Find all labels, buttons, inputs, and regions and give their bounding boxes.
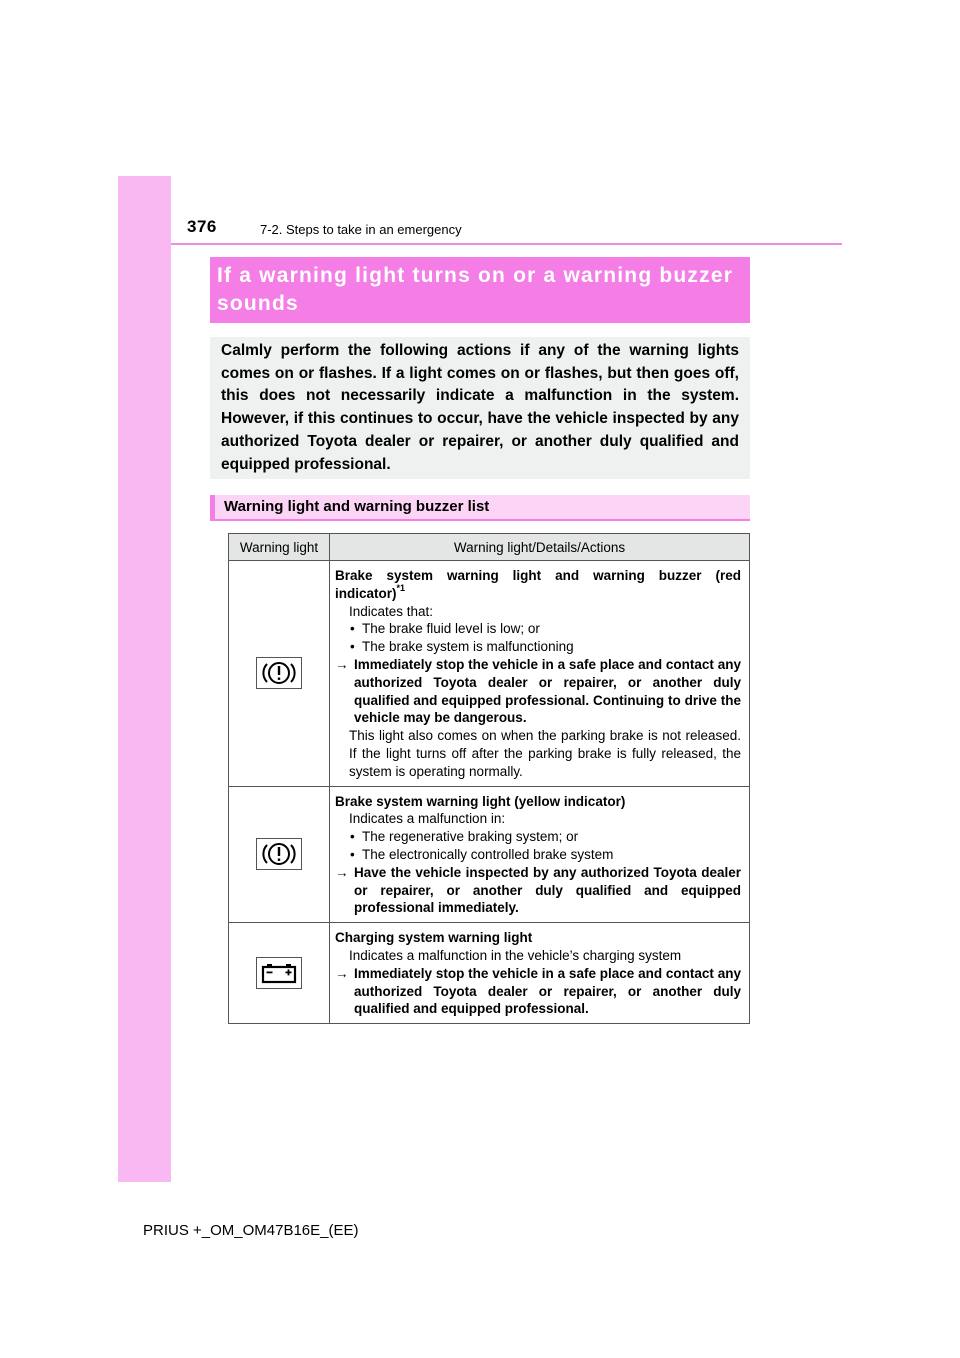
subheading	[210, 495, 750, 521]
arrow-icon: →	[335, 965, 349, 981]
section-title: 7-2. Steps to take in an emergency	[260, 222, 462, 237]
row-title: Charging system warning light	[335, 930, 533, 946]
icon-cell	[229, 923, 330, 1024]
row-action: → Have the vehicle inspected by any authorized Toyota dealer or repairer, or another duly qualified and equipped professional immediately.	[335, 864, 741, 916]
row-intro: Indicates a malfunction in:	[349, 811, 506, 827]
bullet-item: • The brake fluid level is low; or	[335, 620, 741, 638]
row-action: → Immediately stop the vehicle in a safe place and contact any authorized Toyota dealer or repairer, or another duly qualified and equipped professional. Continuing to drive the vehicle may be dangerous.	[335, 656, 741, 726]
col-header-warning-light: Warning light	[229, 534, 330, 561]
row-note: This light also comes on when the parking brake is not released. If the light turns off after the parking brake is fully released, the system is operating normally.	[349, 728, 741, 779]
description-cell	[330, 923, 750, 1024]
header-rule	[171, 243, 842, 245]
bullet-item: • The electronically controlled brake system	[335, 846, 741, 864]
intro-box	[210, 337, 750, 479]
bullet-item: • The regenerative braking system; or	[335, 828, 741, 846]
brake-warning-icon	[256, 657, 302, 689]
row-title: Brake system warning light (yellow indicator)	[335, 793, 626, 809]
warning-light-table	[228, 533, 750, 1024]
col-header-details: Warning light/Details/Actions	[330, 534, 750, 561]
row-title: Brake system warning light and warning buzzer (red indicator)$^{*1}$	[335, 568, 741, 601]
bullet-item: • The brake system is malfunctioning	[335, 638, 741, 656]
title-box	[210, 257, 750, 323]
battery-icon	[256, 957, 302, 989]
row-action: → Immediately stop the vehicle in a safe place and contact any authorized Toyota dealer or repairer, or another duly qualified and equipped professional.	[335, 965, 741, 1017]
description-cell	[330, 561, 750, 787]
table-row	[229, 923, 750, 1024]
icon-cell	[229, 561, 330, 787]
table-row	[229, 786, 750, 923]
intro-text: Calmly perform the following actions if any of the warning lights comes on or flashes. If a light comes on or flashes, but then goes off, this does not necessarily indicate a malfunction in the system. However, if this continues to occur, have the vehicle inspected by any authorized Toyota dealer or repairer, or another duly qualified and equipped professional.	[221, 342, 739, 473]
subheading-text: Warning light and warning buzzer list	[224, 498, 490, 515]
footer-code: PRIUS +_OM_OM47B16E_(EE)	[143, 1222, 359, 1239]
table-header-row	[229, 534, 750, 561]
arrow-icon: →	[335, 656, 349, 672]
page-number: 376	[187, 217, 217, 236]
side-tab	[118, 176, 171, 1182]
row-intro: Indicates that:	[349, 603, 434, 619]
row-intro: Indicates a malfunction in the vehicle’s charging system	[349, 947, 682, 963]
arrow-icon: →	[335, 864, 349, 880]
icon-cell	[229, 786, 330, 923]
description-cell	[330, 786, 750, 923]
table-row	[229, 561, 750, 787]
page-title: If a warning light turns on or a warning buzzer sounds	[217, 264, 734, 315]
brake-warning-icon	[256, 838, 302, 870]
